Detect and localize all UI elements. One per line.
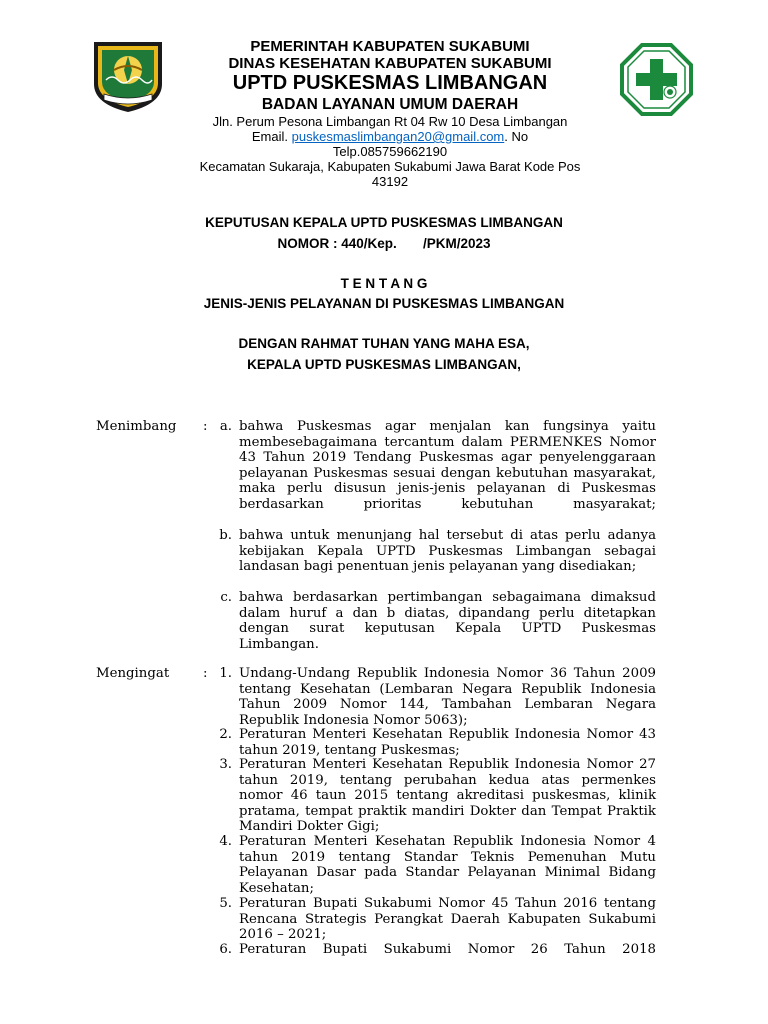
sukabumi-crest-logo [92, 40, 164, 114]
kop-department: DINAS KESEHATAN KABUPATEN SUKABUMI [228, 55, 552, 72]
menimbang-colon: : [203, 419, 208, 434]
menimbang-label: Menimbang [96, 419, 177, 434]
kop-blud: BADAN LAYANAN UMUM DAERAH [261, 96, 519, 113]
menimbang-mark-a: a. [219, 419, 232, 434]
mengingat-mark-2: 2. [219, 727, 232, 742]
mengingat-label: Mengingat [96, 666, 170, 681]
decree-subject: JENIS-JENIS PELAYANAN DI PUSKESMAS LIMBANGAN [203, 296, 565, 311]
mengingat-colon: : [203, 666, 208, 681]
puskesmas-logo [620, 43, 693, 116]
kop-institution: UPTD PUSKESMAS LIMBANGAN [232, 72, 548, 94]
decree-tentang: T E N T A N G [340, 276, 428, 291]
kop-phone: Telp.085759662190 [332, 144, 448, 159]
menimbang-mark-c: c. [220, 590, 232, 605]
kop-postcode: 43192 [371, 174, 409, 189]
mengingat-item-2: Peraturan Menteri Kesehatan Republik Indonesia Nomor 43 tahun 2019, tentang Puskesmas; [239, 727, 656, 758]
kop-district: Kecamatan Sukaraja, Kabupaten Sukabumi Jawa Barat Kode Pos [199, 159, 581, 174]
mengingat-item-4: Peraturan Menteri Kesehatan Republik Indonesia Nomor 4 tahun 2019 tentang Standar Teknis Pemenuhan Mutu Pelayanan Dasar pada Standar Pelayanan Minimal Bidang Kesehatan; [239, 834, 656, 896]
decree-number: NOMOR : 440/Kep. /PKM/2023 [277, 236, 491, 251]
decree-kepala: KEPALA UPTD PUSKESMAS LIMBANGAN, [247, 357, 521, 372]
mengingat-mark-1: 1. [219, 666, 232, 681]
mengingat-mark-6: 6. [219, 942, 232, 957]
kop-address: Jln. Perum Pesona Limbangan Rt 04 Rw 10 Desa Limbangan [212, 114, 568, 129]
mengingat-item-5: Peraturan Bupati Sukabumi Nomor 45 Tahun 2016 tentang Rencana Strategis Perangkat Daerah Kabupaten Sukabumi 2016 – 2021; [239, 896, 656, 942]
mengingat-mark-5: 5. [219, 896, 232, 911]
menimbang-mark-b: b. [219, 528, 232, 543]
menimbang-item-a: bahwa Puskesmas agar menjalan kan fungsinya yaitu membesebagaimana tercantum dalam PERMENKES Nomor 43 Tahun 2019 Tendang Puskesmas agar penyelenggaraan pelayanan Puskesmas sesuai dengan kebutuhan masyarakat, maka perlu disusun jenis-jenis pelayanan di Puskesmas berdasarkan prioritas kebutuhan masyarakat; [239, 419, 656, 512]
email-suffix: . No [504, 129, 529, 144]
email-prefix: Email. [251, 129, 292, 144]
decree-rahmat: DENGAN RAHMAT TUHAN YANG MAHA ESA, [238, 336, 530, 351]
mengingat-item-6: Peraturan Bupati Sukabumi Nomor 26 Tahun 2018 [239, 942, 656, 957]
decree-title: KEPUTUSAN KEPALA UPTD PUSKESMAS LIMBANGAN [205, 215, 563, 230]
mengingat-mark-3: 3. [219, 757, 232, 772]
menimbang-item-c: bahwa berdasarkan pertimbangan sebagaimana dimaksud dalam huruf a dan b diatas, dipandang perlu ditetapkan dengan surat keputusan Kepala UPTD Puskesmas Limbangan. [239, 590, 656, 652]
mengingat-item-3: Peraturan Menteri Kesehatan Republik Indonesia Nomor 27 tahun 2019, tentang perubahan kedua atas permenkes nomor 46 taun 2015 tentang akreditasi puskesmas, klinik pratama, tempat praktik mandiri Dokter dan Tempat Praktik Mandiri Dokter Gigi; [239, 757, 656, 834]
kop-email-line [170, 129, 610, 144]
letterhead [0, 0, 768, 190]
mengingat-mark-4: 4. [219, 834, 232, 849]
kop-government: PEMERINTAH KABUPATEN SUKABUMI [250, 38, 530, 55]
menimbang-item-b: bahwa untuk menunjang hal tersebut di atas perlu adanya kebijakan Kepala UPTD Puskesmas Limbangan sebagai landasan bagi penentuan jenis pelayanan yang disediakan; [239, 528, 656, 574]
email-link[interactable]: puskesmaslimbangan20@gmail.com [291, 129, 505, 144]
mengingat-item-1: Undang-Undang Republik Indonesia Nomor 36 Tahun 2009 tentang Kesehatan (Lembaran Negara Republik Indonesia Tahun 2009 Nomor 144, Tambahan Lembaran Negara Republik Indonesia Nomor 5063); [239, 666, 656, 728]
